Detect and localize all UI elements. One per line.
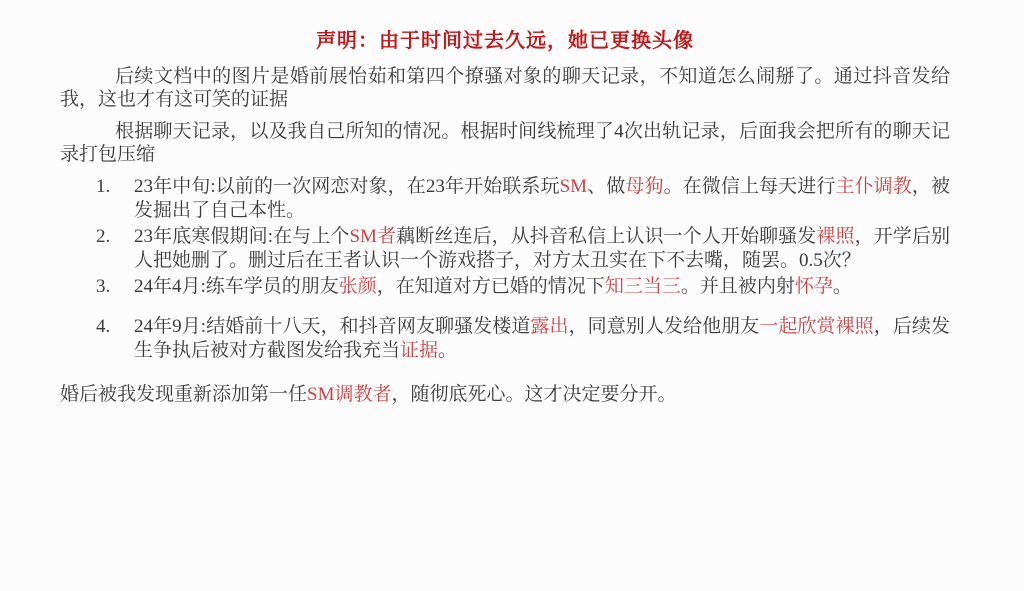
plain-text: 。在微信上每天进行 [663,176,836,197]
timeline-item-1-text [134,175,950,223]
timeline-item-4 [96,315,950,363]
highlighted-text: 露出 [530,316,569,337]
list-number-4: 4. [96,316,111,337]
plain-text: ，随彻底死心。这才决定要分开。 [391,384,677,405]
paragraph-timeline-summary [60,120,950,166]
plain-text: 23年中旬:以前的一次网恋对象，在23年开始联系玩 [134,176,560,197]
plain-text: 。并且被内射 [680,276,795,297]
list-number-1: 1. [96,176,111,197]
plain-text: ，后续发生争执后被对方截图发给我充当 [134,316,950,361]
highlighted-text: 知三当三 [604,276,681,297]
timeline-item-3 [96,275,950,299]
paragraph-evidence-source [60,65,950,111]
plain-text: 24年9月:结婚前十八天，和抖音网友聊骚发楼道 [134,316,531,337]
highlighted-text: 张颜 [338,276,377,297]
plain-text: 。 [832,276,852,297]
highlighted-text: 证据 [400,340,439,361]
highlighted-text: SM者 [349,226,397,247]
timeline-item-2 [96,225,950,273]
plain-text: 、做 [587,176,626,197]
plain-text: 23年底寒假期间:在与上个 [134,226,350,247]
timeline-list [96,175,950,363]
highlighted-text: 母狗 [625,176,664,197]
plain-text: 后续文档中的图片是婚前展怡茹和第四个撩骚对象的聊天记录，不知道怎么闹掰了。通过抖音发给我，这也才有这可笑的证据 [60,66,950,110]
timeline-item-3-text [134,275,950,299]
timeline-item-4-text [134,315,950,363]
plain-text: 根据聊天记录，以及我自己所知的情况。根据时间线梳理了4次出轨记录，后面我会把所有的聊天记录打包压缩 [60,121,950,165]
paragraph-conclusion [60,383,950,407]
plain-text: ，在知道对方已婚的情况下 [376,276,605,297]
plain-text: 婚后被我发现重新添加第一任 [60,384,308,405]
plain-text: 24年4月:练车学员的朋友 [134,276,339,297]
highlighted-text: SM [559,176,588,197]
timeline-item-2-text [134,225,950,273]
list-number-3: 3. [96,276,111,297]
highlighted-text: SM调教者 [307,384,392,405]
highlighted-text: 一起欣赏裸照 [759,316,874,337]
highlighted-text: 裸照 [816,226,855,247]
list-number-2: 2. [96,226,111,247]
highlighted-text: 怀孕 [794,276,833,297]
plain-text: ，开学后别人把她删了。删过后在王者认识一个游戏搭子，对方太丑实在下不去嘴，随罢。0.5次？ [134,226,950,271]
plain-text: ，被发掘出了自己本性。 [134,176,950,221]
plain-text: 。 [438,340,458,361]
highlighted-text: 主仆调教 [835,176,912,197]
document-title: 声明：由于时间过去久远，她已更换头像 [316,30,694,52]
plain-text: 藕断丝连后，从抖音私信上认识一个人开始聊骚发 [396,226,817,247]
timeline-item-1 [96,175,950,223]
plain-text: ，同意别人发给他朋友 [568,316,760,337]
